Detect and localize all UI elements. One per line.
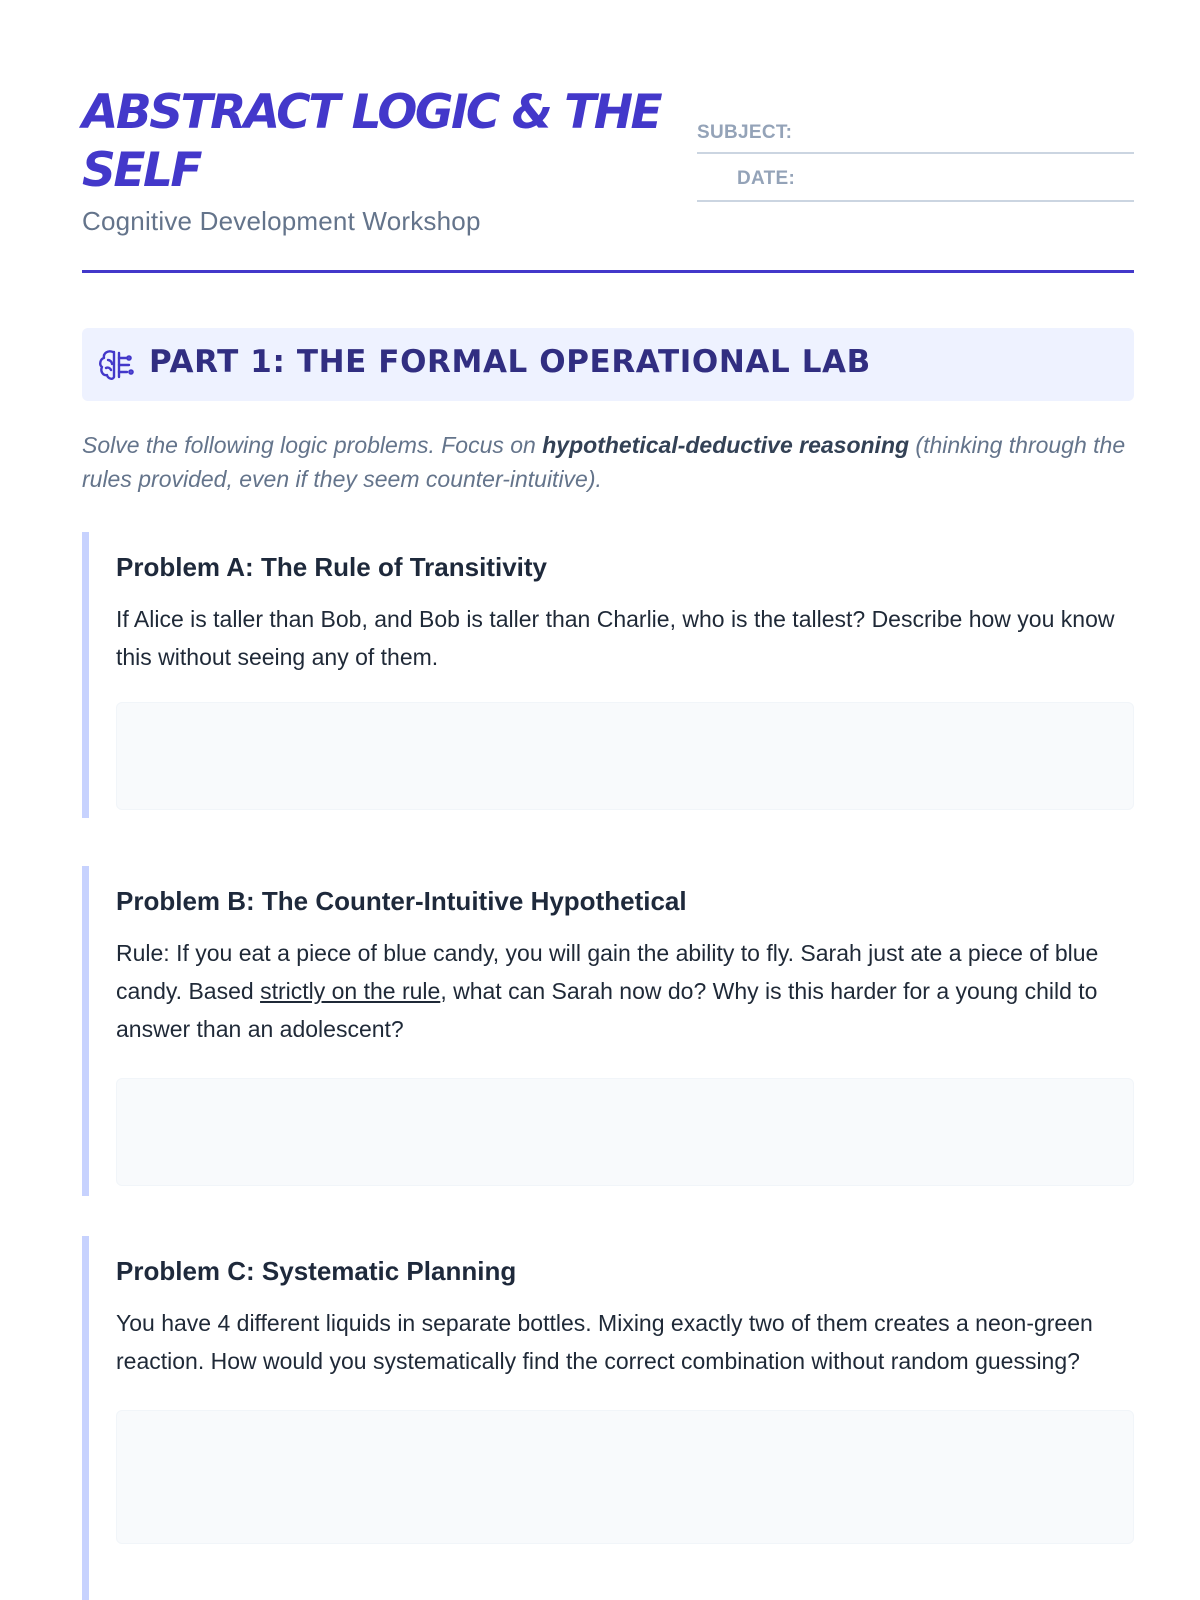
subject-label: SUBJECT:: [697, 122, 793, 143]
problem-text-part: Rule: If you eat a piece of blue candy, you will gain the ability to fly. Sarah just ate a piece of blue candy. Based: [116, 940, 1099, 1004]
problem-c: [82, 1236, 1134, 1600]
worksheet-page: [82, 0, 1134, 1374]
section-banner: [82, 328, 1134, 401]
problem-b: [82, 866, 1134, 1196]
instructions-emphasis: hypothetical-deductive reasoning: [542, 432, 910, 458]
instructions: [82, 428, 1134, 496]
page-title: ABSTRACT LOGIC & THE SELF: [82, 85, 661, 198]
page-subtitle: Cognitive Development Workshop: [82, 206, 481, 236]
instructions-text: Solve the following logic problems. Focus on: [82, 432, 543, 458]
brain-icon: [96, 346, 134, 384]
problem-text: You have 4 different liquids in separate bottles. Mixing exactly two of them creates a neon-green reaction. How would you systematically find the correct combination without random guessing?: [116, 1310, 1093, 1374]
answer-box[interactable]: [116, 702, 1134, 810]
problem-title: Problem A: The Rule of Transitivity: [116, 552, 547, 582]
date-field[interactable]: [697, 154, 1134, 202]
problem-a: [82, 532, 1134, 818]
problem-text: [116, 934, 1134, 1048]
answer-box[interactable]: [116, 1410, 1134, 1544]
date-label: DATE:: [737, 168, 796, 189]
problem-title: Problem B: The Counter-Intuitive Hypothetical: [116, 886, 687, 916]
problem-text-part: , what can Sarah now do? Why is this harder for a young child to answer than an adolescent?: [116, 978, 1098, 1042]
instructions-text-end: (thinking through the rules provided, even if they seem counter-intuitive).: [82, 432, 1126, 492]
section-title: PART 1: THE FORMAL OPERATIONAL LAB: [149, 344, 871, 380]
header-divider: [82, 270, 1134, 273]
problem-text: If Alice is taller than Bob, and Bob is taller than Charlie, who is the tallest? Describe how you know this without seeing any of them.: [116, 606, 1115, 670]
problem-title: Problem C: Systematic Planning: [116, 1256, 517, 1286]
answer-box[interactable]: [116, 1078, 1134, 1186]
subject-field[interactable]: [697, 118, 1134, 154]
meta-fields: [697, 118, 1134, 202]
problem-text-underline: strictly on the rule: [260, 978, 441, 1004]
worksheet-header: [82, 0, 1134, 275]
